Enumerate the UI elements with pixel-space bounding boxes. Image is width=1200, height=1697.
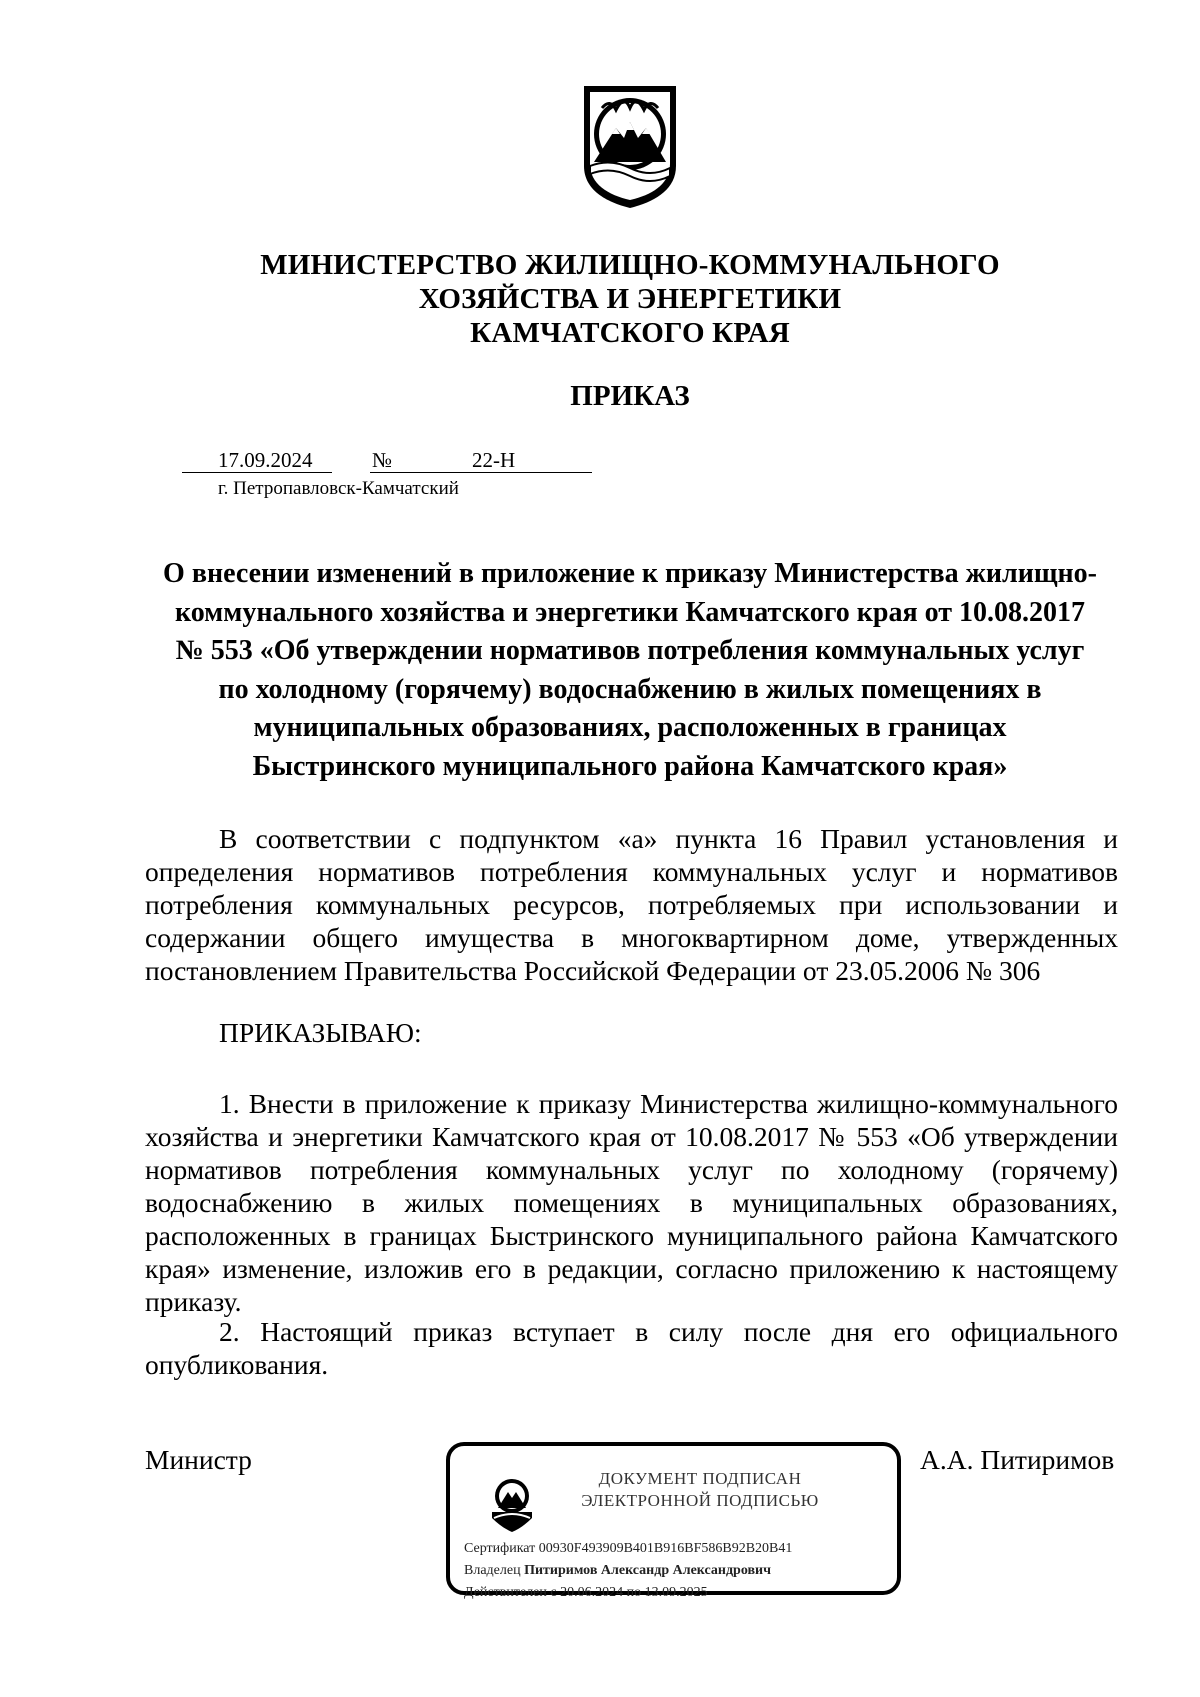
stamp-owner-label: Владелец [464,1563,521,1578]
stamp-valid-to: 13.09.2025 [644,1585,708,1600]
order-word: ПРИКАЗЫВАЮ: [219,1017,422,1048]
signatory-name: А.А. Питиримов [920,1444,1115,1475]
title-line-1: О внесении изменений в приложение к приказу Министерства жилищно- [163,558,1097,589]
stamp-emblem-icon [488,1474,536,1534]
electronic-signature-stamp [446,1442,901,1600]
title-line-6: Быстринского муниципального района Камчатского края» [252,750,1008,782]
order-item-1: 1. Внести в приложение к приказу Министерства жилищно-коммунального хозяйства и энергетики Камчатского края от 10.08.2017 № 553 «Об утверждении нормативов потребления коммунальных услуг по холодному (горячему) водоснабжению в жилых помещениях в муниципальных образованиях, расположенных в границах Быстринского муниципального района Камчатского края» изменение, изложив его в редакции, согласно приложению к настоящему приказу. [145,1088,1118,1317]
stamp-certificate-value: 00930F493909B401B916BF586B92B20B41 [538,1541,793,1556]
organization-line-2: ХОЗЯЙСТВА И ЭНЕРГЕТИКИ [418,283,842,315]
requisites-underline-gap [332,470,370,474]
stamp-certificate-label: Сертификат [464,1541,536,1556]
preamble-paragraph: В соответствии с подпунктом «а» пункта 16 Правил установления и определения нормативов потребления коммунальных услуг и нормативов потребления коммунальных ресурсов, потребляемых при использовании и содержании общего имущества в многоквартирном доме, утвержденных постановлением Правительства Российской Федерации от 23.05.2006 № 306 [145,823,1118,986]
kamchatka-coat-of-arms-icon [580,82,680,210]
document-date: 17.09.2024 [218,448,313,472]
stamp-valid-label: Действителен с [464,1585,557,1600]
organization-name [0,248,1200,350]
signatory-position: Министр [145,1444,252,1475]
document-number-label: № [372,448,393,472]
document-title [140,555,1120,786]
stamp-valid-to-label: по [626,1585,642,1600]
stamp-certificate [464,1541,792,1557]
requisites-underline [182,472,592,473]
title-line-2: коммунального хозяйства и энергетики Камчатского края от 10.08.2017 [174,596,1086,628]
stamp-header [550,1468,850,1512]
stamp-valid-from: 20.06.2024 [560,1585,624,1600]
document-city: г. Петропавловск-Камчатский [218,478,459,499]
title-line-4: по холодному (горячему) водоснабжению в жилых помещениях в [218,673,1042,705]
stamp-owner-value: Питиримов Александр Александрович [524,1563,771,1578]
organization-line-1: МИНИСТЕРСТВО ЖИЛИЩНО-КОММУНАЛЬНОГО [260,249,1000,281]
document-number: 22-Н [472,448,516,472]
organization-line-3: КАМЧАТСКОГО КРАЯ [470,317,790,349]
document-type: ПРИКАЗ [570,380,690,412]
stamp-header-line-1: ДОКУМЕНТ ПОДПИСАН [598,1469,802,1488]
title-line-5: муниципальных образованиях, расположенных в границах [253,712,1007,743]
title-line-3: № 553 «Об утверждении нормативов потребления коммунальных услуг [175,635,1085,666]
stamp-owner [464,1563,771,1579]
stamp-header-line-2: ЭЛЕКТРОННОЙ ПОДПИСЬЮ [581,1491,819,1510]
stamp-validity [464,1585,708,1601]
order-item-2: 2. Настоящий приказ вступает в силу после дня его официального опубликования. [145,1316,1118,1380]
